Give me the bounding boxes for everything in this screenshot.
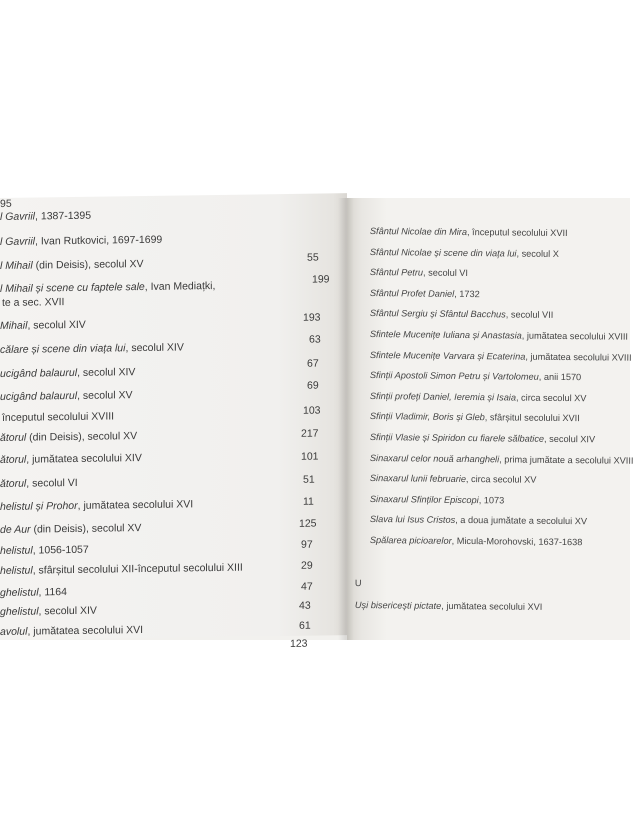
page-number: 95 [0, 197, 12, 210]
entry-details: , circa secolul XV [465, 474, 537, 485]
entry-details: , secolul VI [423, 267, 469, 279]
entry-details: , Micula-Morohovski, 1637-1638 [451, 535, 583, 548]
entry-details: , secolul VII [505, 309, 554, 321]
entry-details: , jumătatea secolului XVI [441, 600, 543, 612]
entry-title: Sfântul Nicolae și scene din viața lui [369, 246, 517, 259]
page-number: 43 [299, 599, 311, 612]
page-number: 67 [307, 357, 319, 370]
entry-details: , secolul X [516, 248, 559, 259]
page-number: 51 [303, 473, 315, 486]
page-number: 217 [301, 427, 319, 440]
entry-details: , Ivan Rutkovici, 1697-1699 [35, 233, 163, 248]
entry-details: (din Deisis), secolul XV [26, 430, 138, 444]
page-number: 61 [299, 619, 311, 632]
entry-details: , 1732 [454, 288, 480, 299]
entry-details: te a sec. XVII [2, 296, 65, 309]
page-number: 199 [312, 273, 330, 286]
page-number: 101 [301, 450, 319, 463]
page-number: 69 [307, 379, 319, 392]
entry-details: , 1073 [478, 494, 505, 506]
entry-title: Sfântul Nicolae din Mira [369, 226, 468, 238]
entry-title: ucigând balaurul [0, 366, 78, 380]
entry-title: helistul [0, 564, 33, 577]
entry-title: l Mihail și scene cu faptele sale [0, 280, 145, 295]
entry-title: Sfântul Profet Daniel [369, 287, 455, 299]
entry-title: Spălarea picioarelor [369, 535, 452, 546]
index-entry [2, 296, 64, 309]
entry-details: începutul secolului XVIII [2, 410, 115, 424]
entry-title: Sinaxarul Sfinților Episcopi [369, 493, 479, 505]
entry-details: , secolul XIV [77, 366, 136, 379]
index-entry [0, 477, 78, 490]
entry-details: (din Deisis), secolul XV [32, 257, 144, 272]
book-gutter [338, 198, 354, 640]
entry-title: călare și scene din viața lui [0, 342, 126, 356]
entry-title: Sfinții profeți Daniel, Ieremia și Isaia [369, 390, 517, 403]
page-number: 125 [299, 517, 317, 530]
index-entry [370, 267, 468, 278]
entry-details: , jumătatea secolului XIV [26, 452, 142, 466]
entry-title: ucigând balaurul [0, 389, 78, 403]
index-entry [0, 366, 135, 380]
index-entry [370, 288, 480, 299]
entry-details: , Ivan Mediațki, [144, 279, 216, 293]
entry-details: , jumătatea secolului XVI [27, 624, 143, 638]
open-book-photo [0, 197, 634, 650]
page-number: 55 [307, 251, 319, 264]
entry-title: ghelistul [0, 605, 39, 618]
entry-title: ghelistul [0, 586, 39, 599]
page-number: 123 [290, 637, 308, 650]
entry-details: , sfârșitul secolului XVII [484, 412, 580, 424]
index-entry [0, 280, 215, 295]
index-entry [0, 605, 97, 618]
entry-title: ătorul [0, 453, 27, 466]
entry-title: avolul [0, 625, 28, 638]
entry-details: , secolul XIV [38, 604, 97, 618]
entry-details: , secolul XV [77, 389, 133, 402]
page-number: 63 [309, 333, 321, 346]
index-entry [355, 600, 543, 612]
entry-details: , jumătatea secolului XVIII [521, 330, 629, 342]
index-entry [0, 562, 243, 577]
index-entry [370, 247, 559, 259]
entry-details: , a doua jumătate a secolului XV [455, 515, 588, 527]
index-entry [370, 391, 587, 403]
entry-title: Sfinții Vladimir, Boris și Gleb [369, 411, 485, 423]
entry-title: l Mihail [0, 259, 33, 272]
entry-details: , secolul XIV [544, 433, 596, 445]
entry-details: , 1056-1057 [32, 543, 89, 557]
page-number: 97 [301, 538, 313, 551]
entry-title: Sfântul Sergiu și Sfântul Bacchus [369, 308, 506, 320]
index-entry [0, 498, 193, 513]
entry-title: Sinaxarul lunii februarie [369, 473, 467, 485]
entry-details: , începutul secolului XVII [466, 227, 568, 239]
index-entry [0, 430, 137, 444]
entry-title: helistul și Prohor [0, 499, 78, 513]
entry-title: l Gavriil [0, 235, 36, 248]
entry-details: , secolul VI [26, 476, 78, 490]
entry-title: Sfintele Mucenițe Iuliana și Anastasia [369, 329, 522, 341]
section-letter: U [354, 578, 362, 589]
entry-title: Uși bisericești pictate [354, 600, 442, 611]
entry-title: ătorul [0, 431, 27, 444]
entry-title: Sfinții Vlasie și Spiridon cu fiarele sălbatice [369, 432, 545, 444]
entry-title: l Gavriil [0, 210, 36, 223]
page-number: 29 [301, 559, 313, 572]
left-page [0, 193, 347, 650]
index-entry [370, 226, 568, 238]
entry-title: Sfântul Petru [369, 267, 424, 278]
entry-title: Mihail [0, 319, 28, 332]
index-entry [0, 544, 89, 557]
index-entry [0, 586, 67, 599]
entry-details: , anii 1570 [538, 371, 582, 383]
page-number: 193 [303, 311, 321, 324]
entry-details: , secolul XIV [27, 318, 86, 332]
index-entry [0, 319, 86, 332]
entry-details: , 1164 [38, 586, 67, 599]
index-entry [0, 341, 184, 356]
page-number: 11 [303, 495, 314, 508]
entry-details: , prima jumătate a secolului XVIII [499, 453, 634, 466]
page-number: 103 [303, 404, 321, 417]
index-entry [0, 389, 133, 403]
entry-title: Sfinții Apostoli Simon Petru și Vartolomeu [369, 370, 539, 382]
index-entry [0, 522, 141, 536]
index-entry [0, 210, 91, 223]
index-entry [0, 452, 142, 466]
index-entry [0, 234, 162, 248]
entry-title: Slava lui Isus Cristos [369, 514, 456, 526]
entry-details: , sfârșitul secolului XII-începutul secolului XIII [32, 561, 243, 577]
entry-details: , secolul XIV [125, 341, 184, 355]
entry-title: helistul [0, 544, 33, 557]
index-entry [0, 258, 144, 272]
entry-details: , jumătatea secolului XVIII [525, 351, 632, 363]
index-entry [2, 410, 114, 424]
entry-details: , 1387-1395 [35, 209, 92, 223]
index-entry [0, 624, 143, 638]
index-entry [370, 473, 537, 485]
entry-title: de Aur [0, 523, 31, 536]
entry-title: Sfintele Mucenițe Varvara și Ecaterina [369, 349, 526, 362]
page-number: 47 [301, 580, 313, 593]
entry-details: , jumătatea secolului XVI [77, 498, 194, 512]
entry-title: ătorul [0, 477, 27, 490]
entry-details: , circa secolul XV [515, 392, 587, 404]
index-entry [370, 494, 504, 505]
entry-title: Sinaxarul celor nouă arhangheli [369, 452, 500, 464]
entry-details: (din Deisis), secolul XV [30, 522, 142, 536]
